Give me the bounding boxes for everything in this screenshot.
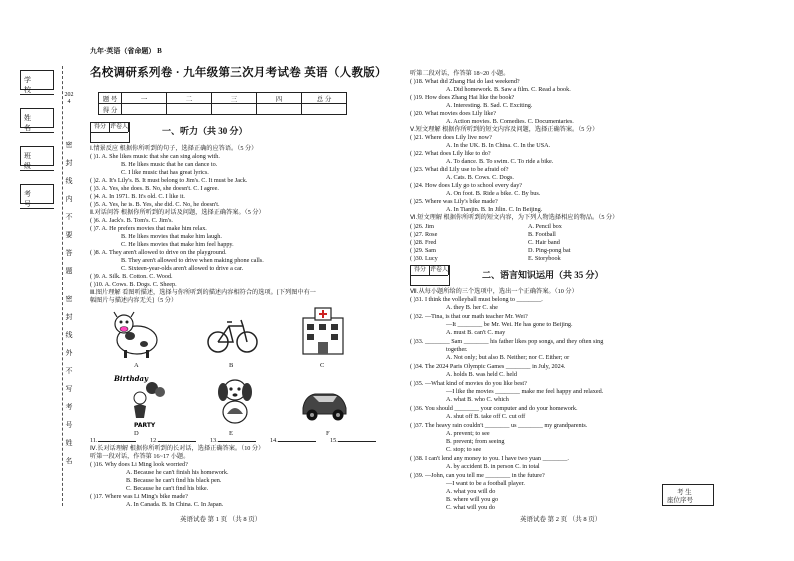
q5-line: ( )5. A. Yes, he is. B. Yes, she did. C. No, he doesn't. bbox=[90, 201, 220, 208]
q36-options: A. shut off B. take off C. cut off bbox=[446, 413, 526, 420]
binding-char: 不 bbox=[65, 213, 73, 221]
binding-char: 密 bbox=[65, 141, 73, 149]
score-table bbox=[98, 92, 347, 115]
picture-label: D bbox=[134, 430, 139, 437]
q37-option: A. prevent; to see bbox=[446, 430, 490, 437]
class-line bbox=[20, 170, 54, 171]
q38-options: A. by accident B. in person C. in total bbox=[446, 463, 540, 470]
grader-score-label: 得分 bbox=[91, 123, 110, 132]
birthday-text: Birthday bbox=[114, 374, 149, 383]
q39-option: B. where will you go bbox=[446, 496, 499, 503]
q22-options: A. To dance. B. To swim. C. To ride a bike. bbox=[446, 158, 554, 165]
score-input-cell[interactable] bbox=[167, 104, 212, 115]
section7-heading: Ⅶ.从每小题所给的三个选项中，选出一个正确答案。（10 分） bbox=[410, 288, 578, 295]
section1-heading: Ⅰ.情景反应 根据你所听到的句子，选择正确的应答语。（5 分） bbox=[90, 145, 258, 152]
score-input-cell[interactable] bbox=[122, 104, 167, 115]
score-header-cell: 二 bbox=[167, 93, 212, 104]
binding-char: 封 bbox=[65, 313, 73, 321]
match-person: ( )30. Lucy bbox=[410, 255, 438, 262]
match-person: ( )27. Rose bbox=[410, 231, 438, 238]
binding-char: 号 bbox=[65, 421, 73, 429]
grader-name-label: 评卷人 bbox=[110, 124, 129, 130]
binding-char: 线 bbox=[65, 331, 73, 339]
q3-line: ( )3. A. Yes, she does. B. No, she doesn't. C. I agree. bbox=[90, 185, 219, 192]
q33-line-2: together. bbox=[446, 346, 468, 353]
bicycle-picture bbox=[205, 306, 260, 361]
grader-box-2 bbox=[410, 265, 450, 286]
answer-blank-15[interactable]: 15. bbox=[330, 437, 376, 444]
answer-blank-11[interactable]: 11. bbox=[90, 437, 136, 444]
section3-heading-cont: 幅图片与描述内容无关]（5 分） bbox=[90, 297, 178, 304]
q31-options: A. they B. her C. she bbox=[446, 304, 498, 311]
q32-options: A. must B. can't C. may bbox=[446, 329, 506, 336]
q18-line: ( )18. What did Zhang Hai do last weekend? bbox=[410, 78, 520, 85]
score-header-cell: 一 bbox=[122, 93, 167, 104]
q7-line: ( )7. A. He prefers movies that make him relax. bbox=[90, 225, 207, 232]
picture-label: B bbox=[229, 362, 234, 369]
q20-line: ( )20. What movies does Lily like? bbox=[410, 110, 496, 117]
q39-option: C. what will you do bbox=[446, 504, 495, 511]
seat-box-label: 考 生 bbox=[677, 489, 692, 496]
match-item: E. Storybook bbox=[528, 255, 561, 262]
q38-line: ( )38. I can't lend any money to you. I have two yuan ________. bbox=[410, 455, 569, 462]
q21-line: ( )21. Where does Lily live now? bbox=[410, 134, 492, 141]
binding-char: 要 bbox=[65, 231, 73, 239]
part1-title: 一、听力（共 30 分） bbox=[162, 126, 248, 136]
q19-options: A. Interesting. B. Sad. C. Exciting. bbox=[446, 102, 533, 109]
section4-heading: Ⅳ.长对话理解 根据你所听到的长对话，选择正确答案。（10 分） bbox=[90, 445, 265, 452]
score-header-cell: 题 号 bbox=[99, 93, 122, 104]
exam-number-line bbox=[20, 208, 54, 209]
score-input-cell[interactable] bbox=[257, 104, 302, 115]
match-item: B. Football bbox=[528, 231, 556, 238]
answer-blank-12[interactable]: 12. bbox=[150, 437, 196, 444]
q17-option: A. In Canada. B. In China. C. In Japan. bbox=[126, 501, 224, 508]
q16-line: ( )16. Why does Li Ming look worried? bbox=[90, 461, 188, 468]
match-item: C. Hair band bbox=[528, 239, 560, 246]
q7-option: B. He likes movies that make him laugh. bbox=[121, 233, 222, 240]
q6-line: ( )6. A. Jack's. B. Tom's. C. Jim's. bbox=[90, 217, 173, 224]
q21-options: A. In the UK. B. In China. C. In the USA. bbox=[446, 142, 551, 149]
car-picture bbox=[297, 374, 352, 429]
q10-line: ( )10. A. Cows. B. Dogs. C. Sheep. bbox=[90, 281, 177, 288]
binding-char: 封 bbox=[65, 159, 73, 167]
binding-dashed-line bbox=[62, 66, 63, 506]
q37-option: B. prevent; from seeing bbox=[446, 438, 505, 445]
binding-char: 密 bbox=[65, 295, 73, 303]
q34-options: A. holds B. was held C. held bbox=[446, 371, 517, 378]
class-box[interactable]: 班 级 bbox=[20, 146, 54, 166]
q24-options: A. On foot. B. Ride a bike. C. By bus. bbox=[446, 190, 541, 197]
q17-line: ( )17. Where was Li Ming's bike made? bbox=[90, 493, 188, 500]
q2-line: ( )2. A. It's Lily's. B. It must belong to Jim's. C. It must be Jack. bbox=[90, 177, 248, 184]
match-item: A. Pencil box bbox=[528, 223, 562, 230]
school-box[interactable]: 学 校 bbox=[20, 70, 54, 90]
q39-line: ( )39. —John, can you tell me ________ in the future? bbox=[410, 472, 545, 479]
school-line bbox=[20, 94, 54, 95]
q8-line: ( )8. A. They aren't allowed to drive on the playground. bbox=[90, 249, 227, 256]
match-person: ( )29. Sam bbox=[410, 247, 436, 254]
seat-box-sublabel: 座位序号 bbox=[667, 497, 693, 504]
score-header-cell: 三 bbox=[212, 93, 257, 104]
grader-score-label: 得分 bbox=[411, 266, 430, 275]
q1-option: C. I like music that has great lyrics. bbox=[121, 169, 209, 176]
match-person: ( )28. Fred bbox=[410, 239, 437, 246]
binding-char: 写 bbox=[65, 385, 73, 393]
binding-char: 名 bbox=[65, 457, 73, 465]
q34-line: ( )34. The 2024 Paris Olympic Games ________ in July, 2024. bbox=[410, 363, 566, 370]
answer-blank-13[interactable]: 13. bbox=[210, 437, 256, 444]
name-line bbox=[20, 132, 54, 133]
picture-label: E bbox=[229, 430, 233, 437]
binding-char: 外 bbox=[65, 349, 73, 357]
q18-options: A. Did homework. B. Saw a film. C. Read a book. bbox=[446, 86, 571, 93]
q7-option: C. He likes movies that make him feel happy. bbox=[121, 241, 234, 248]
section6-heading: Ⅵ.短文理解 根据你所听到的短文内容，为下列人物选择相应的物品。（5 分） bbox=[410, 214, 619, 221]
q16-option: B. Because he can't find his black pen. bbox=[126, 477, 222, 484]
section4-subheading: 听第一段对话，作答第 16~17 小题。 bbox=[90, 453, 190, 460]
q31-line: ( )31. I think the volleyball must belong to ________. bbox=[410, 296, 543, 303]
q22-line: ( )22. What does Lily like to do? bbox=[410, 150, 491, 157]
binding-char: 姓 bbox=[65, 439, 73, 447]
hospital-picture bbox=[295, 304, 350, 359]
party-text: PARTY bbox=[134, 422, 156, 429]
q9-line: ( )9. A. Silk. B. Cotton. C. Wood. bbox=[90, 273, 173, 280]
section2-heading: Ⅱ.对话问答 根据你所听到的对话及问题，选择正确答案。（5 分） bbox=[90, 209, 265, 216]
footer-page-1: 英语试卷 第 1 页 （共 8 页） bbox=[180, 516, 262, 523]
birthday-party-picture bbox=[112, 372, 167, 427]
q16-option: A. Because he can't finish his homework. bbox=[126, 469, 229, 476]
match-item: D. Ping-pong bat bbox=[528, 247, 571, 254]
q32-line: ( )32. —Tina, is that our math teacher Mr. Wei? bbox=[410, 313, 528, 320]
q39-line-2: —I want to be a football player. bbox=[446, 480, 525, 487]
q39-option: A. what you will do bbox=[446, 488, 496, 495]
picture-label: F bbox=[326, 430, 330, 437]
q35-options: A. what B. who C. which bbox=[446, 396, 509, 403]
q8-option: C. Sixteen-year-olds aren't allowed to drive a car. bbox=[121, 265, 244, 272]
q35-line: ( )35. —What kind of movies do you like best? bbox=[410, 380, 527, 387]
binding-char: 答 bbox=[65, 249, 73, 257]
q4-line: ( )4. A. In 1971. B. It's old. C. I like it. bbox=[90, 193, 185, 200]
answer-blank-14[interactable]: 14. bbox=[270, 437, 316, 444]
score-header-cell: 四 bbox=[257, 93, 302, 104]
paper-title: 名校调研系列卷 · 九年级第三次月考试卷 英语（人教版） bbox=[90, 67, 387, 79]
paper-header-label: 九年·英语（省命题） B bbox=[90, 47, 162, 55]
q37-option: C. stop; to see bbox=[446, 446, 482, 453]
q32-line-2: —It ________ be Mr. Wei. He has gone to Beijing. bbox=[446, 321, 573, 328]
q1-line: ( )1. A. She likes music that she can sing along with. bbox=[90, 153, 220, 160]
score-input-cell[interactable] bbox=[212, 104, 257, 115]
q20-options: A. Action movies. B. Comedies. C. Documentaries. bbox=[446, 118, 574, 125]
grader-box bbox=[90, 122, 130, 143]
binding-char: 内 bbox=[65, 195, 73, 203]
q24-line: ( )24. How does Lily go to school every day? bbox=[410, 182, 523, 189]
q25-line: ( )25. Where was Lily's bike made? bbox=[410, 198, 498, 205]
q19-line: ( )19. How does Zhang Hai like the book? bbox=[410, 94, 515, 101]
binding-char: 不 bbox=[65, 367, 73, 375]
section3-heading: Ⅲ.图片理解 看图听描述，选择与你所听到的描述内容相符合的选项。[下列图中有一 bbox=[90, 289, 316, 296]
score-header-cell: 总 分 bbox=[302, 93, 347, 104]
dog-picture bbox=[207, 372, 262, 427]
part2-title: 二、语言知识运用（共 35 分） bbox=[482, 270, 604, 280]
binding-char: 题 bbox=[65, 267, 73, 275]
q33-line: ( )33. ________ Sam ________ his father likes pop songs, and they often sing bbox=[410, 338, 604, 345]
seat-number-box[interactable] bbox=[662, 484, 714, 506]
grader-name-label: 评卷人 bbox=[430, 267, 449, 273]
picture-label: A bbox=[134, 362, 139, 369]
q25-options: A. In Tianjin. B. In Jilin. C. In Beijing. bbox=[446, 206, 543, 213]
q36-line: ( )36. You should ________ your computer and do your homework. bbox=[410, 405, 578, 412]
binding-char: 考 bbox=[65, 403, 73, 411]
match-person: ( )26. Jim bbox=[410, 223, 434, 230]
q1-option: B. He likes music that he can dance to. bbox=[121, 161, 218, 168]
q37-line: ( )37. The heavy rain couldn't ________ us ________ my grandparents. bbox=[410, 422, 588, 429]
year-mark: 2024 bbox=[64, 92, 74, 105]
right-intro: 听第二段对话，作答第 18~20 小题。 bbox=[410, 70, 510, 77]
cow-picture bbox=[110, 306, 165, 361]
q23-line: ( )23. What did Lily use to be afraid of? bbox=[410, 166, 509, 173]
q35-line-2: —I like the movies ________ make me feel happy and relaxed. bbox=[446, 388, 604, 395]
q23-options: A. Cats. B. Cows. C. Dogs. bbox=[446, 174, 514, 181]
q16-option: C. Because he can't find his bike. bbox=[126, 485, 209, 492]
binding-char: 线 bbox=[65, 177, 73, 185]
picture-label: C bbox=[320, 362, 325, 369]
name-box[interactable]: 姓 名 bbox=[20, 108, 54, 128]
exam-number-box[interactable]: 考 号 bbox=[20, 184, 54, 204]
score-label-cell: 得 分 bbox=[99, 104, 122, 115]
footer-page-2: 英语试卷 第 2 页 （共 8 页） bbox=[520, 516, 602, 523]
section5-heading: Ⅴ.短文理解 根据你所听到的短文内容及问题，选择正确答案。（5 分） bbox=[410, 126, 599, 133]
q8-option: B. They aren't allowed to drive when making phone calls. bbox=[121, 257, 264, 264]
score-input-cell[interactable] bbox=[302, 104, 347, 115]
q33-options: A. Not only; but also B. Neither; nor C. Either; or bbox=[446, 354, 570, 361]
